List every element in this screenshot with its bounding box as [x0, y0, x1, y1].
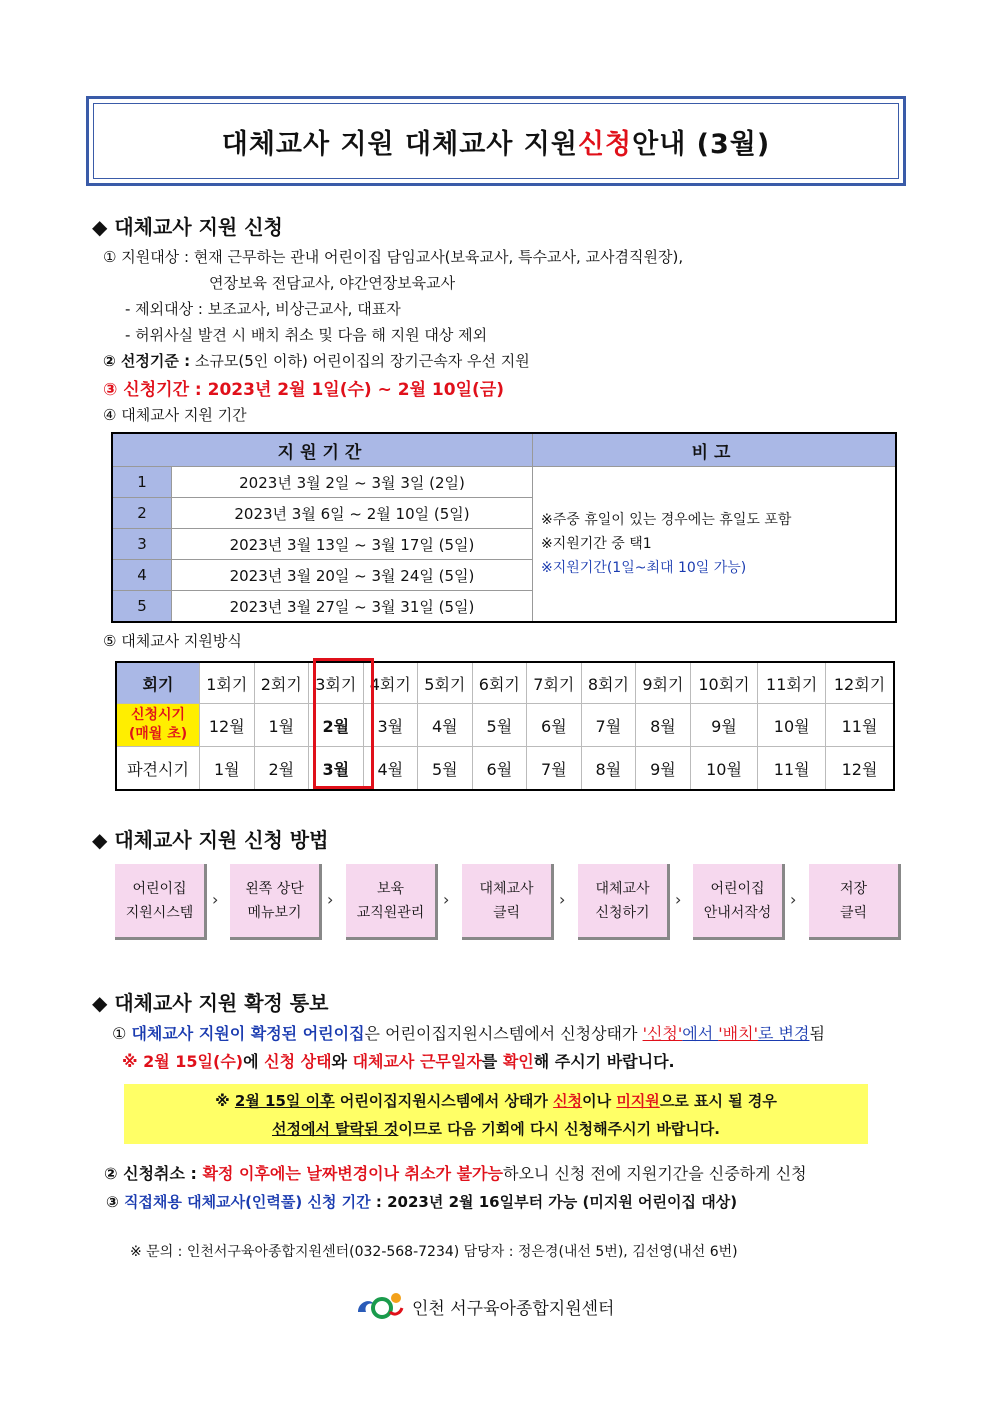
apply-time-label: 신청시기 (매월 초) [116, 704, 200, 747]
period-notes: ※주중 휴일이 있는 경우에는 휴일도 포함 ※지원기간 중 택1 ※지원기간(1일~최대 10일 가능) [533, 467, 897, 623]
table-row: 3 2023년 3월 13일 ~ 3월 17일 (5일) [112, 529, 896, 560]
title-box [86, 96, 906, 186]
dispatch-month-cell: 4월 [363, 747, 418, 791]
step-box: 어린이집 안내서작성 [693, 864, 785, 940]
apply-month-cell: 2월 [309, 704, 364, 747]
dispatch-month-cell: 3월 [309, 747, 364, 791]
round-cell: 12회기 [826, 662, 894, 704]
target-line-2: 연장보육 전담교사, 야간연장보육교사 [209, 274, 456, 292]
exclude-line: - 제외대상 : 보조교사, 비상근교사, 대표자 [125, 300, 401, 318]
target-line: ① 지원대상 : 현재 근무하는 관내 어린이집 담임교사(보육교사, 특수교사, 교사겸직원장), [103, 248, 684, 266]
page-title: 대체교사 지원 대체교사 지원 신청 안내 (3월) [93, 103, 899, 179]
table-row: 1 2023년 3월 2일 ~ 3월 3일 (2일) ※주중 휴일이 있는 경우에는 휴일도 포함 ※지원기간 중 택1 ※지원기간(1일~최대 10일 가능) [112, 467, 896, 498]
round-cell: 8회기 [581, 662, 636, 704]
table-row: 4 2023년 3월 20일 ~ 3월 24일 (5일) [112, 560, 896, 591]
dispatch-month-cell: 1월 [200, 747, 255, 791]
table-row [116, 704, 894, 747]
round-cell: 7회기 [527, 662, 582, 704]
round-cell: 3회기 [309, 662, 364, 704]
table-row: 5 2023년 3월 27일 ~ 3월 31일 (5일) [112, 591, 896, 623]
criteria-line: ② 선정기준 : 소규모(5인 이하) 어린이집의 장기근속자 우선 지원 [103, 352, 530, 370]
apply-month-cell: 8월 [636, 704, 691, 747]
round-cell: 6회기 [472, 662, 527, 704]
dispatch-month-cell: 2월 [254, 747, 309, 791]
center-logo-icon [354, 1290, 406, 1322]
chevron-right-icon: › [675, 890, 682, 909]
dispatch-month-cell: 9월 [636, 747, 691, 791]
notice-box: ※ 2월 15일 이후 어린이집지원시스템에서 상태가 신청이나 미지원으로 표시 될 경우 선정에서 탈락된 것이므로 다음 기회에 다시 신청해주시기 바랍니다. [124, 1084, 868, 1144]
round-cell: 10회기 [690, 662, 758, 704]
dispatch-month-cell: 7월 [527, 747, 582, 791]
round-cell: 1회기 [200, 662, 255, 704]
apply-period-line: ③ 신청기간 : 2023년 2월 1일(수) ~ 2월 10일(금) [103, 380, 504, 400]
table-row: 2 2023년 3월 6일 ~ 2월 10일 (5일) [112, 498, 896, 529]
round-cell: 9회기 [636, 662, 691, 704]
step-box: 대체교사 클릭 [462, 864, 554, 940]
step-box: 저장 클릭 [809, 864, 901, 940]
apply-month-cell: 7월 [581, 704, 636, 747]
dispatch-month-cell: 6월 [472, 747, 527, 791]
dispatch-time-label: 파견시기 [116, 747, 200, 791]
apply-month-cell: 1월 [254, 704, 309, 747]
step-box: 대체교사 신청하기 [578, 864, 670, 940]
dispatch-month-cell: 11월 [758, 747, 826, 791]
center-logo: 인천 서구육아종합지원센터 [354, 1290, 614, 1322]
apply-month-cell: 12월 [200, 704, 255, 747]
round-cell: 11회기 [758, 662, 826, 704]
dispatch-month-cell: 5월 [418, 747, 473, 791]
dispatch-month-cell: 12월 [826, 747, 894, 791]
chevron-right-icon: › [559, 890, 566, 909]
apply-month-cell: 6월 [527, 704, 582, 747]
cancel-line: ② 신청취소 : 확정 이후에는 날짜변경이나 취소가 불가능하오니 신청 전에 지원기간을 신중하게 신청 [104, 1164, 807, 1183]
dispatch-month-cell: 8월 [581, 747, 636, 791]
false-info-line: - 허위사실 발견 시 배치 취소 및 다음 해 지원 대상 제외 [125, 326, 488, 344]
apply-month-cell: 4월 [418, 704, 473, 747]
support-period-label: ④ 대체교사 지원 기간 [103, 406, 247, 424]
period-table [111, 432, 897, 623]
table-row [116, 747, 894, 791]
section-heading-confirm: ◆ 대체교사 지원 확정 통보 [92, 991, 329, 1015]
chevron-right-icon: › [212, 890, 219, 909]
apply-month-cell: 9월 [690, 704, 758, 747]
apply-month-cell: 11월 [826, 704, 894, 747]
dispatch-month-cell: 10월 [690, 747, 758, 791]
round-table [115, 661, 895, 791]
apply-month-cell: 3월 [363, 704, 418, 747]
chevron-right-icon: › [443, 890, 450, 909]
confirm-line-1: ① 대체교사 지원이 확정된 어린이집은 어린이집지원시스템에서 신청상태가 '신청'에서 '배치'로 변경됨 [112, 1024, 825, 1043]
round-cell: 5회기 [418, 662, 473, 704]
apply-month-cell: 5월 [472, 704, 527, 747]
step-box: 보육 교직원관리 [346, 864, 438, 940]
contact-line: ※ 문의 : 인천서구육아종합지원센터(032-568-7234) 담당자 : 정은경(내선 5번), 김선영(내선 6번) [130, 1244, 738, 1260]
step-box: 어린이집 지원시스템 [115, 864, 207, 940]
section-heading-apply: ◆ 대체교사 지원 신청 [92, 215, 283, 239]
apply-month-cell: 10월 [758, 704, 826, 747]
period-header: 지원기간 [112, 433, 533, 467]
step-box: 왼쪽 상단 메뉴보기 [230, 864, 322, 940]
current-round-highlight [313, 658, 374, 789]
direct-hire-line: ③ 직접채용 대체교사(인력풀) 신청 기간 : 2023년 2월 16일부터 가능 (미지원 어린이집 대상) [106, 1193, 738, 1211]
round-cell: 4회기 [363, 662, 418, 704]
round-cell: 2회기 [254, 662, 309, 704]
table-row: 회기 1회기 2회기 3회기 4회기 5회기 6회기 7회기 8회기 9회기 10회기 11회기 12회기 [116, 662, 894, 704]
note-header: 비고 [533, 433, 897, 467]
method-label: ⑤ 대체교사 지원방식 [103, 632, 242, 650]
chevron-right-icon: › [790, 890, 797, 909]
section-heading-method: ◆ 대체교사 지원 신청 방법 [92, 828, 329, 852]
chevron-right-icon: › [327, 890, 334, 909]
confirm-line-2: ※ 2월 15일(수)에 신청 상태와 대체교사 근무일자를 확인해 주시기 바랍니다. [122, 1052, 675, 1071]
